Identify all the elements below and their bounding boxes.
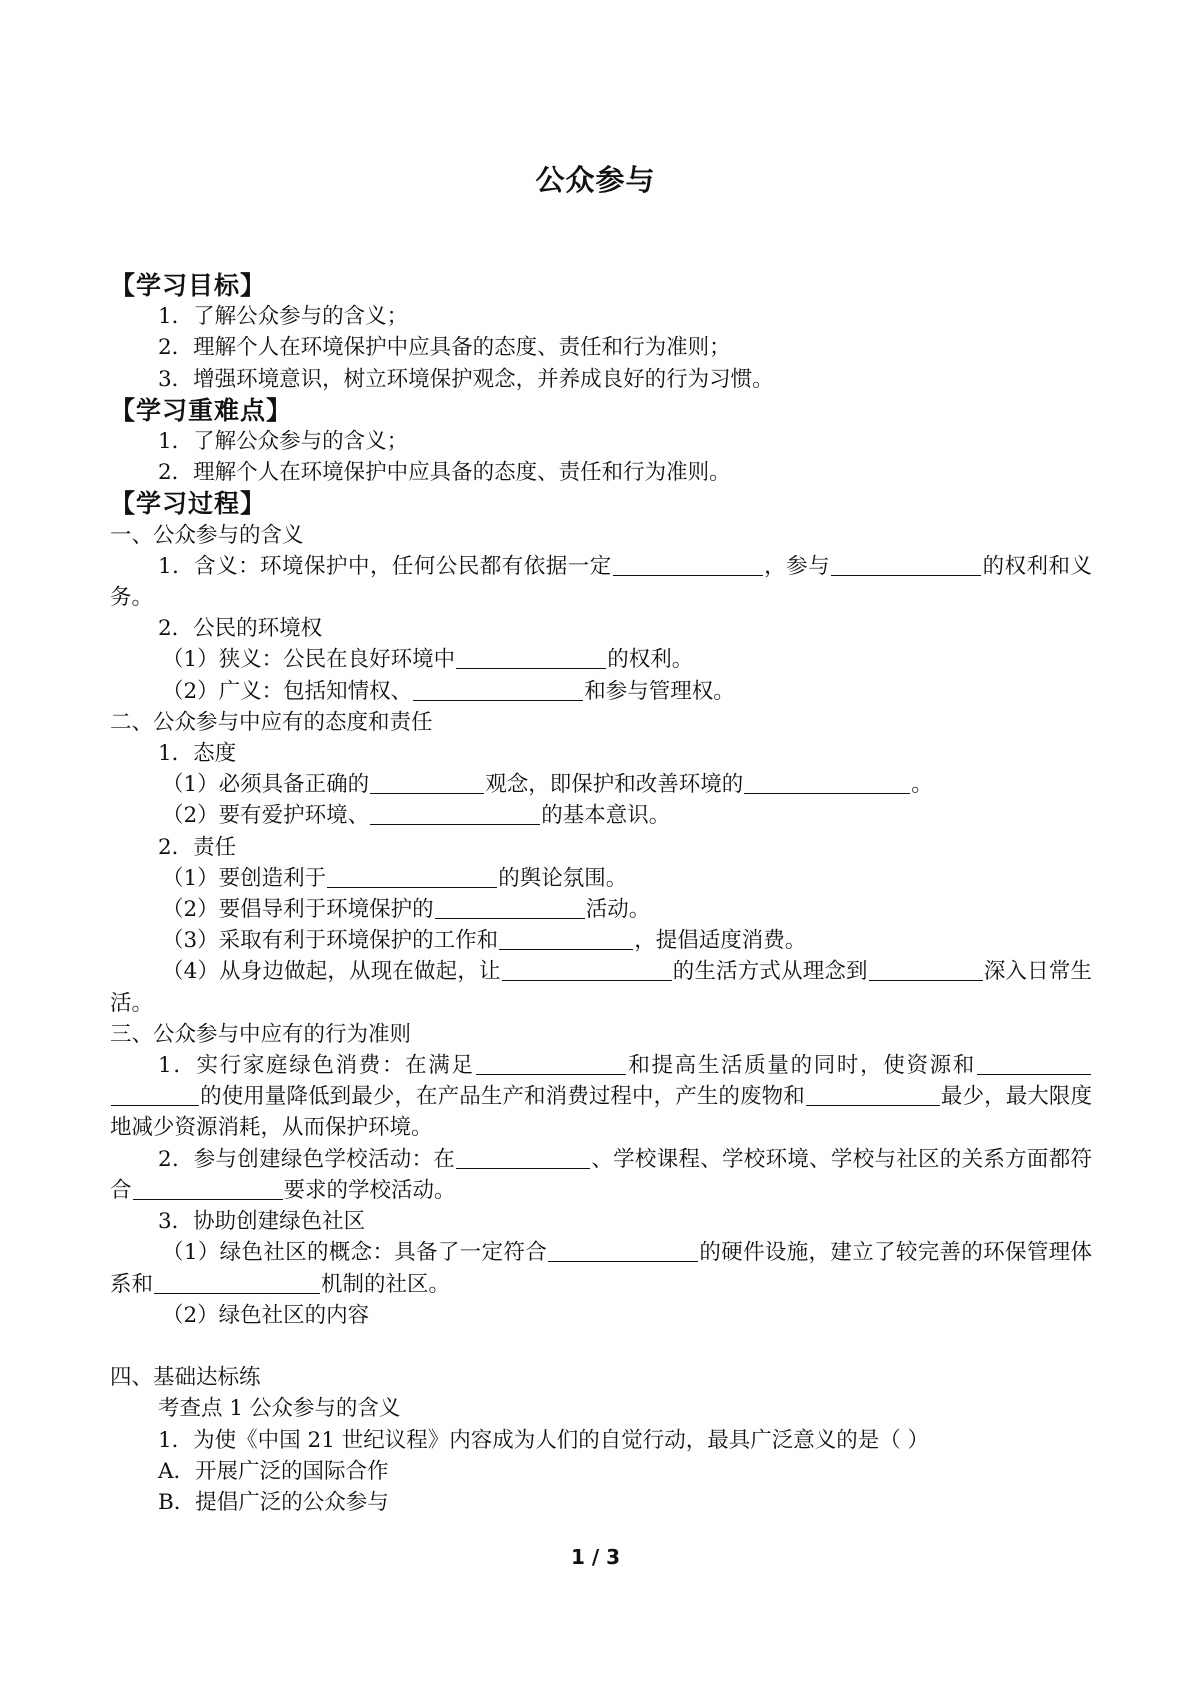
goal-item: 1．了解公众参与的含义；: [158, 304, 409, 330]
paragraph: 1．实行家庭绿色消费：在满足 和提高生活质量的同时，使资源和的使用量降低到最少，在产品生产和消费过程中，产生的废物和 最少，最大限度地减少资源消耗，从而保护环境。: [110, 1053, 1092, 1141]
section-heading-key: 【学习重难点】: [110, 395, 293, 425]
paragraph: 考查点 1 公众参与的含义: [158, 1396, 401, 1422]
fill-blank[interactable]: [370, 803, 540, 826]
goal-item: 2．理解个人在环境保护中应具备的态度、责任和行为准则；: [158, 335, 731, 361]
fill-blank[interactable]: [370, 772, 484, 795]
option-b[interactable]: B．提倡广泛的公众参与: [158, 1489, 389, 1515]
paragraph: （4）从身边做起，从现在做起，让 的生活方式从理念到 深入日常生活。: [110, 959, 1092, 1016]
fill-blank[interactable]: [435, 897, 585, 920]
fill-blank[interactable]: [744, 772, 910, 795]
paragraph: （2）要倡导利于环境保护的 活动。: [162, 897, 651, 923]
fill-blank[interactable]: [133, 1177, 283, 1200]
spacer: [110, 1331, 1092, 1362]
paragraph: 2．公民的环境权: [158, 616, 323, 642]
goal-item: 3．增强环境意识，树立环境保护观念，并养成良好的行为习惯。: [158, 366, 774, 392]
question: 1．为使《中国 21 世纪议程》内容成为人们的自觉行动，最具广泛意义的是（ ）: [158, 1427, 930, 1453]
paragraph: （2）绿色社区的内容: [162, 1302, 370, 1328]
page-title: 公众参与: [535, 163, 656, 197]
paragraph: 3．协助创建绿色社区: [158, 1209, 366, 1235]
key-item: 1．了解公众参与的含义；: [158, 429, 409, 455]
paragraph: （1）绿色社区的概念：具备了一定符合 的硬件设施，建立了较完善的环保管理体系和 机制的社区。: [110, 1240, 1092, 1297]
part-heading: 四、基础达标练: [110, 1365, 261, 1391]
fill-blank[interactable]: [548, 1240, 698, 1263]
document-body: [110, 270, 1092, 1518]
paragraph: 1．态度: [158, 741, 237, 767]
fill-blank[interactable]: [327, 865, 497, 888]
fill-blank[interactable]: [476, 1053, 626, 1076]
fill-blank[interactable]: [456, 1146, 590, 1169]
paragraph: （1）必须具备正确的 观念，即保护和改善环境的 。: [162, 772, 933, 798]
fill-blank[interactable]: [502, 959, 672, 982]
key-item: 2．理解个人在环境保护中应具备的态度、责任和行为准则。: [158, 460, 731, 486]
fill-blank[interactable]: [111, 1084, 199, 1107]
part-heading: 二、公众参与中应有的态度和责任: [110, 709, 433, 735]
section-heading-goals: 【学习目标】: [110, 271, 267, 300]
fill-blank[interactable]: [977, 1053, 1091, 1076]
paragraph: （3）采取有利于环境保护的工作和 ，提倡适度消费。: [162, 928, 807, 954]
paragraph: 2．参与创建绿色学校活动：在 、学校课程、学校环境、学校与社区的关系方面都符合 要求的学校活动。: [110, 1146, 1092, 1203]
option-a[interactable]: A．开展广泛的国际合作: [158, 1458, 389, 1484]
part-heading: 三、公众参与中应有的行为准则: [110, 1021, 412, 1047]
paragraph: （2）要有爱护环境、 的基本意识。: [162, 803, 671, 829]
paragraph: （1）狭义：公民在良好环境中 的权利。: [162, 647, 694, 673]
fill-blank[interactable]: [499, 928, 633, 951]
part-heading: 一、公众参与的含义: [110, 522, 304, 548]
fill-blank[interactable]: [806, 1084, 940, 1107]
fill-blank[interactable]: [456, 647, 606, 670]
section-heading-process: 【学习过程】: [110, 489, 267, 519]
page-number: 1 / 3: [570, 1545, 621, 1569]
paragraph: 2．责任: [158, 834, 237, 860]
paragraph: （1）要创造利于 的舆论氛围。: [162, 865, 628, 891]
fill-blank[interactable]: [413, 678, 583, 701]
fill-blank[interactable]: [154, 1271, 320, 1294]
fill-blank[interactable]: [613, 553, 763, 576]
paragraph: （2）广义：包括知情权、 和参与管理权。: [162, 678, 735, 704]
fill-blank[interactable]: [831, 553, 981, 576]
paragraph: 1．含义：环境保护中，任何公民都有依据一定 ，参与 的权利和义务。: [110, 553, 1092, 611]
fill-blank[interactable]: [869, 959, 983, 982]
